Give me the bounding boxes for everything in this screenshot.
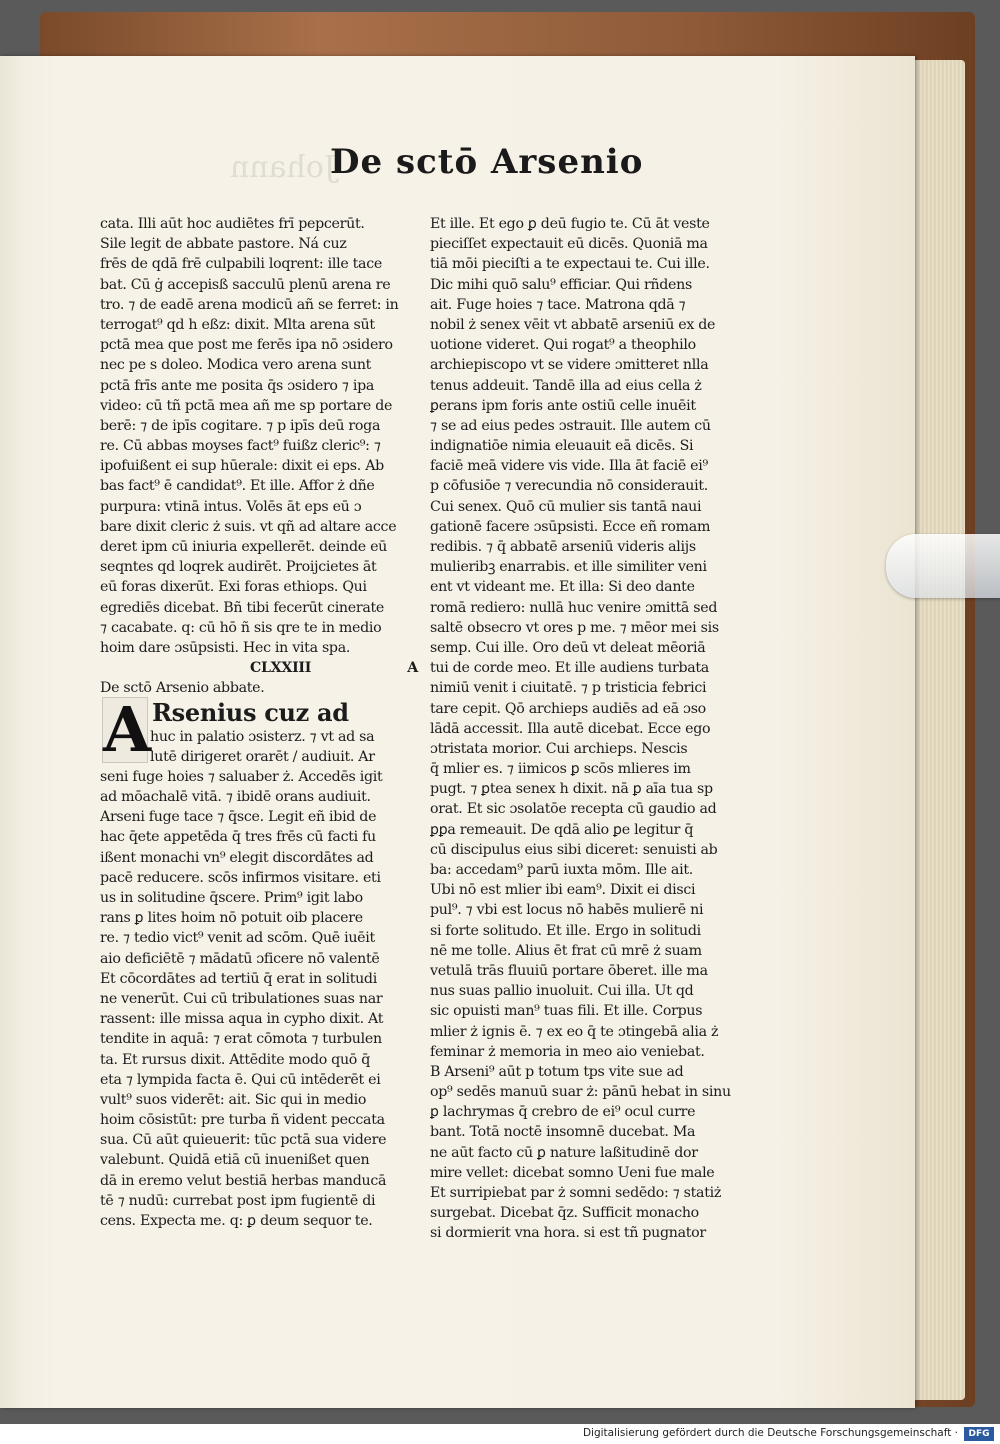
text-line: indignatiōe nimia eleuauit eā dicēs. Si — [430, 438, 694, 455]
text-line: bant. Totā noctē insomnē ducebat. Ma — [430, 1124, 696, 1141]
text-line: deret ipm cū iniuria expellerēt. deinde eū — [100, 539, 388, 555]
left-column — [100, 214, 420, 1231]
text-line: seni fuge hoies ⁊ saluaber ż. Accedēs igit — [100, 768, 383, 785]
text-line: p cōfusiōe ⁊ verecundia nō considerauit. — [430, 478, 708, 495]
text-line: hoim dare ɔsūpsisti. Hec in vita spa. — [100, 639, 351, 656]
text-line: mire vellet: dicebat somno Ueni fue male — [430, 1164, 715, 1181]
text-line: tendite in aquā: ⁊ erat cōmota ⁊ turbulen — [100, 1031, 382, 1048]
text-line: Et ille. Et ego ꝑ deū fugio te. Cū āt veste — [430, 216, 710, 232]
text-line: egrediēs dicebat. Bñ tibi fecerūt cinerate — [100, 599, 385, 616]
text-line: sua. Cū aūt quieuerit: tūc pctā sua videre — [100, 1132, 387, 1149]
text-line: rans ꝑ lites hoim nō potuit oib placere — [100, 910, 363, 927]
text-line: pctā mea que post me ferēs ipa nō ɔsidero — [100, 337, 393, 354]
text-line: ad mōachalē vitā. ⁊ ibidē orans audiuit. — [100, 789, 371, 806]
text-line: bas fact⁹ ē candidat⁹. Et ille. Affor ż dñe — [100, 478, 375, 495]
text-line: Ubi nō est mlier ibi eam⁹. Dixit ei disci — [430, 882, 696, 899]
chapter-title: De sctō Arsenio abbate. — [100, 680, 265, 697]
text-line: hoim cōsistūt: pre turba ñ vident peccata — [100, 1112, 385, 1129]
text-line: Arseni fuge tace ⁊ q̄sce. Legit eñ ibid de — [100, 809, 377, 826]
text-line: semp. Cui ille. Oro deū vt deleat mēoriā — [430, 639, 706, 656]
text-line: pul⁹. ⁊ vbi est locus nō habēs mulierē ni — [430, 902, 704, 919]
text-line: nobil ż senex vēit vt abbatē arseniū ex de — [430, 316, 716, 333]
footer-bar — [0, 1424, 1000, 1444]
text-line: uotione videret. Qui rogat⁹ a theophilo — [430, 337, 696, 354]
text-line: op⁹ sedēs manuū suar ż: pānū hebat in sinu — [430, 1084, 731, 1101]
text-line: rassent: ille missa aqua in cypho dixit. At — [100, 1011, 384, 1028]
text-line: re. ⁊ tedio vict⁹ venit ad scōm. Quē iuēit — [100, 930, 375, 947]
text-line: hac q̄ete appetēda q̄ tres frēs cū facti fu — [100, 829, 376, 846]
decorated-initial: A — [103, 692, 151, 766]
text-line: ent vt videant me. Et illa: Si deo dante — [430, 579, 695, 596]
text-line: romā rediero: nullā huc venire ɔmittā sed — [430, 599, 718, 616]
text-line: Cui senex. Quō cū mulier sis tantā naui — [430, 498, 702, 515]
text-line: tui de corde meo. Et ille audiens turbata — [430, 660, 709, 677]
chapter-number: CLXXIII — [250, 660, 312, 677]
text-line: tenus addeuit. Tandē illa ad eius cella ż — [430, 377, 702, 394]
text-line: feminar ż memoria in meo aio veniebat. — [430, 1043, 705, 1060]
text-line: frēs de qdā frē culpabili loqrent: ille tace — [100, 256, 382, 273]
text-line: redibis. ⁊ q̄ abbatē arseniū videris alijs — [430, 539, 696, 555]
text-line: B Arseni⁹ aūt p totum tps vite sue ad — [430, 1063, 684, 1080]
right-column — [430, 214, 750, 1244]
text-line: ta. Et rursus dixit. Attēdite modo quō q̄ — [100, 1051, 371, 1068]
text-line: mulieribꝫ enarrabis. et ille similiter veni — [430, 559, 707, 576]
dfg-logo: DFG — [964, 1427, 994, 1441]
text-line: eta ⁊ lympida facta ē. Qui cū intēderēt ei — [100, 1071, 381, 1088]
text-line: ⁊ cacabate. q: cū hō ñ sis qre te in medio — [100, 619, 382, 636]
text-line: re. Cū abbas moyses fact⁹ fuißz cleric⁹: ⁊ — [100, 438, 381, 455]
text-line: saltē obsecro vt ores p me. ⁊ mēor mei sis — [430, 619, 719, 636]
text-line: ɔtristata morior. Cui archieps. Nescis — [430, 740, 688, 757]
text-line: ⁊ se ad eius pedes ɔstrauit. Ille autem cū — [430, 417, 711, 434]
text-line: vult⁹ suos viderēt: ait. Sic qui in medio — [100, 1091, 367, 1108]
text-line: huc in palatio ɔsisterz. ⁊ vt ad sa — [150, 728, 375, 745]
text-line: tare cepit. Qō archieps audiēs ad eā ɔso — [430, 700, 706, 717]
text-line: Et surripiebat par ż somni sedēdo: ⁊ statiż — [430, 1185, 722, 1201]
text-line: bare dixit cleric ż suis. vt qñ ad altare acce — [100, 518, 397, 535]
text-line: cens. Expecta me. q: ꝑ deum sequor te. — [100, 1213, 373, 1229]
text-line: q̄ mlier es. ⁊ iimicos ꝑ scōs mlieres im — [430, 761, 691, 778]
bleed-through-text: Johann — [230, 150, 336, 185]
text-line: aio deficiētē ⁊ mādatū ɔficere nō valentē — [100, 950, 380, 967]
text-line: video: cū tñ pctā mea añ me sp portare de — [100, 397, 393, 414]
chapter-first-line: Rsenius cuz ad — [152, 698, 349, 727]
text-line: tro. ⁊ de eadē arena modicū añ se ferret: in — [100, 296, 399, 313]
text-line: pctā frīs ante me posita q̄s ɔsidero ⁊ ipa — [100, 377, 375, 394]
text-line: ißent monachi vn⁹ elegit discordātes ad — [100, 849, 374, 866]
text-line: Sile legit de abbate pastore. Ná cuz — [100, 236, 347, 253]
text-line: nimiū venit i ciuitatē. ⁊ p tristicia febrici — [430, 680, 707, 697]
text-line: sic opuisti man⁹ tuas fili. Et ille. Corpus — [430, 1003, 703, 1020]
text-line: us in solitudine q̄scere. Prim⁹ igit labo — [100, 890, 363, 906]
text-line: ipofuißent ei sup hūerale: dixit ei eps. Ab — [100, 458, 384, 475]
text-line: nus suas pallio inuoluit. Cui illa. Ut qd — [430, 983, 694, 1000]
footer-credit: Digitalisierung gefördert durch die Deutsche Forschungsgemeinschaft · — [582, 1427, 958, 1439]
text-line: lādā accessit. Illa autē dicebat. Ecce ego — [430, 720, 711, 737]
text-line: tiā mōi pieciſti a te expectaui te. Cui ille. — [430, 256, 710, 273]
text-line: lutē dirigeret orarēt / audiuit. Ar — [150, 748, 375, 765]
text-line: tē ⁊ nudū: currebat post ipm fugientē di — [100, 1192, 376, 1209]
text-line: ba: accedam⁹ parū iuxta mōm. Ille ait. — [430, 862, 693, 878]
text-line: ꝑꝑa remeauit. De qdā alio ꝑe legitur q̄ — [430, 821, 694, 838]
text-line: nē me tolle. Alius ēt frat cū mrē ż suam — [430, 942, 702, 959]
text-line: archiepiscopo vt se videre ɔmitteret nlla — [430, 357, 709, 374]
text-line: orat. Et sic ɔsolatōe recepta cū gaudio ad — [430, 801, 717, 818]
text-line: ꝑ lachrymas q̄ crebro de ei⁹ ocul curre — [430, 1104, 696, 1121]
text-line: bat. Cū ġ accepisß sacculū plenū arena re — [100, 276, 391, 293]
chapter-heading — [100, 658, 420, 678]
text-line: purpura: vtinā intus. Volēs āt eps eū ɔ — [100, 498, 362, 515]
text-line: pieciſſet expectauit eū dicēs. Quoniā ma — [430, 236, 708, 253]
text-line: Dic mihi quō salu⁹ efficiar. Qui rñdens — [430, 276, 692, 293]
text-line: pugt. ⁊ ꝑtea senex h dixit. nā ꝑ aīa tua sp — [430, 781, 713, 798]
page-header: De sctō Arsenio — [330, 142, 644, 182]
text-line: si dormierit vna hora. si est tñ pugnator — [430, 1225, 706, 1242]
text-line: cū discipulus eius sibi diceret: senuisti ab — [430, 841, 718, 858]
text-line: seqntes qd loqrek audirēt. Proijcietes āt — [100, 559, 377, 576]
text-line: ne aūt facto cū ꝑ nature laßitudinē dor — [430, 1144, 698, 1161]
section-marker: A — [407, 660, 418, 677]
text-line: mlier ż ignis ē. ⁊ ex eo q̄ te ɔtingebā alia ż — [430, 1023, 719, 1040]
text-line: cata. Illi aūt hoc audiētes frī pepcerūt. — [100, 216, 365, 232]
bookmark-strip — [886, 534, 1000, 598]
text-line: nec pe s doleo. Modica vero arena sunt — [100, 357, 372, 374]
text-line: vetulā trās fluuiū portare ōberet. ille ma — [430, 962, 708, 979]
text-line: berē: ⁊ de ipīs cogitare. ⁊ p ipīs deū roga — [100, 417, 381, 434]
text-line: faciē meā videre vis vide. Illa āt faciē ei⁹ — [430, 458, 708, 475]
text-line: terrogat⁹ qd h eßz: dixit. Mlta arena sūt — [100, 316, 375, 333]
text-line: ait. Fuge hoies ⁊ tace. Matrona qdā ⁊ — [430, 296, 686, 313]
text-line: valebunt. Quidā etiā cū inuenißet quen — [100, 1152, 370, 1169]
text-line: si forte solitudo. Et ille. Ergo in solitudi — [430, 922, 701, 939]
text-line: eū foras dixerūt. Exi foras ethiops. Qui — [100, 579, 367, 596]
text-line: Et cōcordātes ad tertiū q̄ erat in solitudi — [100, 970, 377, 987]
text-line: pacē reducere. scōs infirmos visitare. eti — [100, 869, 381, 886]
text-line: ꝑerans ipm foris ante ostiū celle inuēit — [430, 397, 696, 414]
text-line: ne venerūt. Cui cū tribulationes suas nar — [100, 990, 383, 1007]
text-line: gationē facere ɔsūpsisti. Ecce eñ romam — [430, 518, 711, 535]
text-line: surgebat. Dicebat q̄z. Sufficit monacho — [430, 1205, 699, 1222]
text-line: dā in eremo velut bestiā herbas manducā — [100, 1172, 387, 1189]
